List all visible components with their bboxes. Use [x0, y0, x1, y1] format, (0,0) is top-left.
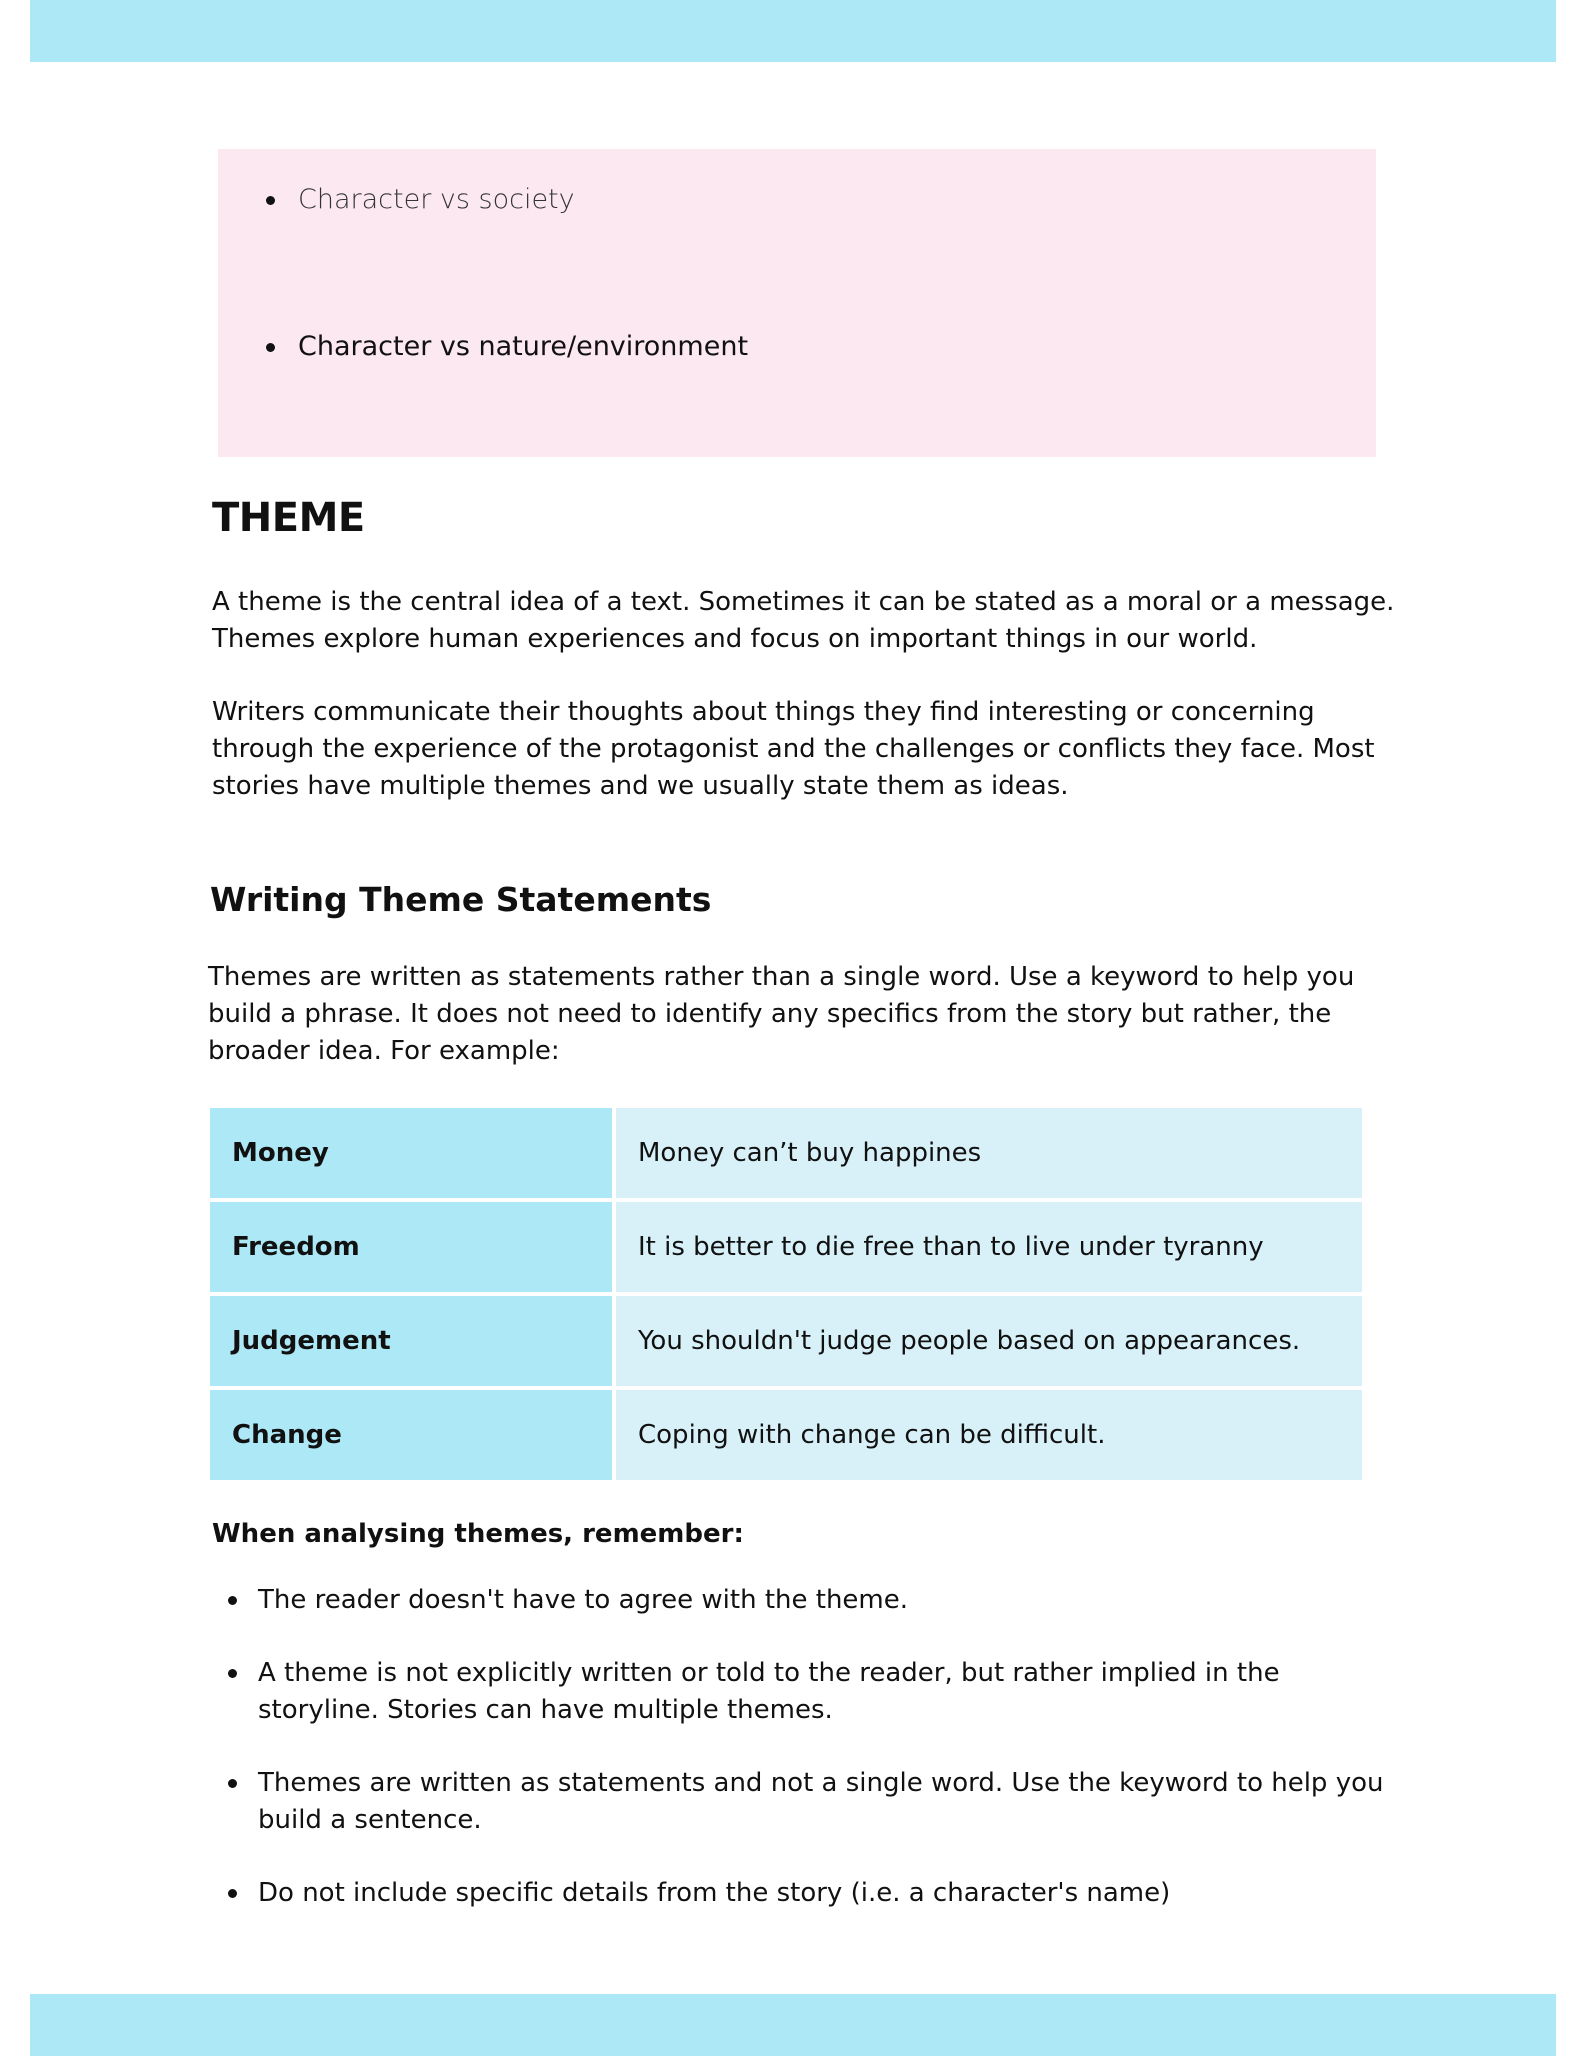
list-item: Character vs society — [298, 182, 575, 218]
keyword-cell: Money — [210, 1108, 612, 1198]
table-row — [210, 1296, 1362, 1386]
keyword-cell: Freedom — [210, 1202, 612, 1292]
remember-label: When analysing themes, remember: — [212, 1519, 744, 1549]
table-row — [210, 1202, 1362, 1292]
list-item: A theme is not explicitly written or told to the reader, but rather implied in the storyline. Stories can have multiple themes. — [258, 1655, 1388, 1729]
theme-heading: THEME — [212, 495, 365, 541]
conflict-types-box — [218, 149, 1376, 457]
list-item: Themes are written as statements and not a single word. Use the keyword to help you build a sentence. — [258, 1765, 1388, 1839]
remember-list — [258, 1582, 1388, 1948]
footer-band — [30, 1994, 1556, 2056]
writing-theme-statements-heading: Writing Theme Statements — [210, 880, 712, 919]
statement-cell: Money can’t buy happines — [616, 1108, 1362, 1198]
list-item: The reader doesn't have to agree with the theme. — [258, 1582, 1388, 1619]
list-item: Do not include specific details from the story (i.e. a character's name) — [258, 1875, 1388, 1912]
list-item: Character vs nature/environment — [298, 329, 748, 365]
table-row — [210, 1390, 1362, 1480]
keyword-cell: Judgement — [210, 1296, 612, 1386]
statement-cell: It is better to die free than to live under tyranny — [616, 1202, 1362, 1292]
table-row — [210, 1108, 1362, 1198]
header-band — [30, 0, 1556, 62]
theme-examples-table — [206, 1104, 1366, 1484]
theme-definition-paragraph: A theme is the central idea of a text. Sometimes it can be stated as a moral or a message. Themes explore human experiences and focus on important things in our world. — [212, 587, 1395, 654]
statement-cell: You shouldn't judge people based on appearances. — [616, 1296, 1362, 1386]
writing-theme-paragraph: Themes are written as statements rather than a single word. Use a keyword to help you build a phrase. It does not need to identify any specifics from the story but rather, the broader idea. For example: — [208, 962, 1355, 1066]
statement-cell: Coping with change can be difficult. — [616, 1390, 1362, 1480]
theme-writers-paragraph: Writers communicate their thoughts about things they find interesting or concerning through the experience of the protagonist and the challenges or conflicts they face. Most stories have multiple themes and we usually state them as ideas. — [212, 697, 1375, 801]
keyword-cell: Change — [210, 1390, 612, 1480]
